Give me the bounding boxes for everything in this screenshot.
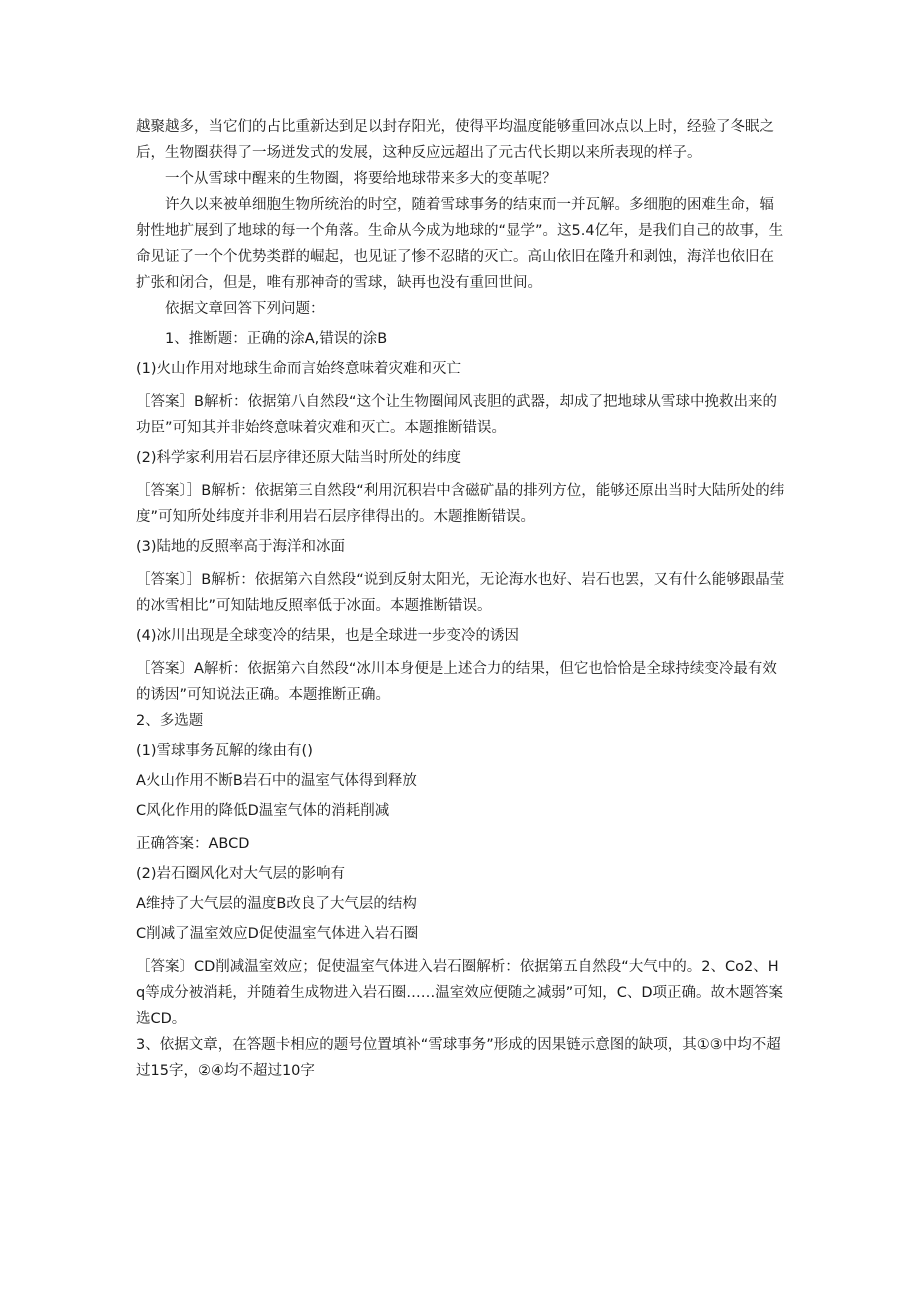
section2-q2-options-cd: C削减了温室效应D促使温室气体进入岩石圈 bbox=[136, 926, 419, 942]
section1-question-4: (4)冰川出现是全球变冷的结果，也是全球进一步变冷的诱因 bbox=[136, 628, 520, 644]
document-page bbox=[136, 114, 786, 1084]
section1-question-3: (3)陆地的反照率高于海洋和冰面 bbox=[136, 539, 346, 555]
section1-question-2: (2)科学家利用岩石层序律还原大陆当时所处的纬度 bbox=[136, 450, 462, 466]
section3-title: 3、依据文章，在答题卡相应的题号位置填补“雪球事务”形成的因果链示意图的缺项，其①③中均不超过15字，②④均不超过10字 bbox=[136, 1037, 781, 1079]
article-paragraph-2: 一个从雪球中醒来的生物圈，将要给地球带来多大的变革呢？ bbox=[165, 171, 557, 187]
section1-answer-1: ［答案］B解析：依据第八自然段“这个让生物圈闻风丧胆的武器，却成了把地球从雪球中挽救出来的功臣”可知其并非始终意味着灾难和灭亡。本题推断错误。 bbox=[136, 394, 777, 436]
section2-q2-answer: ［答案〕CD削减温室效应；促使温室气体进入岩石圈解析：依据第五自然段“大气中的。2、Co2、Hq等成分被消耗，并随着生成物进入岩石圈……温室效应便随之减弱”可知，C、D项正确。故木题答案选CD。 bbox=[136, 959, 784, 1027]
section2-question-2: (2)岩石圈风化对大气层的影响有 bbox=[136, 866, 346, 882]
section1-answer-4: ［答案〕A解析：依据第六自然段“冰川本身便是上述合力的结果，但它也恰恰是全球持续变冷最有效的诱因”可知说法正确。本题推断正确。 bbox=[136, 661, 777, 703]
section2-q1-answer: 正确答案：ABCD bbox=[136, 836, 250, 852]
section2-q1-options-ab: A火山作用不断B岩石中的温室气体得到释放 bbox=[136, 773, 417, 789]
article-paragraph-3: 许久以来被单细胞生物所统治的时空，随着雪球事务的结束而一并瓦解。多细胞的困难生命，辐射性地扩展到了地球的每一个角落。生命从今成为地球的“显学”。这5.4亿年，是我们自己的故事，生命见证了一个个优势类群的崛起，也见证了惨不忍睹的灭亡。高山依旧在隆升和剥蚀，海洋也依旧在扩张和闭合，但是，唯有那神奇的雪球，缺再也没有重回世间。 bbox=[136, 197, 784, 291]
section1-title: 1、推断题：正确的涂A,错误的涂B bbox=[165, 331, 388, 347]
section2-q1-options-cd: C风化作用的降低D温室气体的消耗削减 bbox=[136, 803, 390, 819]
section2-q2-options-ab: A维持了大气层的温度B改良了大气层的结构 bbox=[136, 896, 417, 912]
questions-intro: 依据文章回答下列问题： bbox=[165, 301, 325, 317]
section1-answer-2: ［答案〕］B解析：依据第三自然段“利用沉积岩中含磁矿晶的排列方位，能够还原出当时大陆所处的纬度”可知所处纬度并非利用岩石层序律得出的。木题推断错误。 bbox=[136, 483, 785, 525]
section2-question-1: (1)雪球事务瓦解的缘由有() bbox=[136, 743, 313, 759]
section1-question-1: (1)火山作用对地球生命而言始终意味着灾难和灭亡 bbox=[136, 361, 462, 377]
section2-title: 2、多选题 bbox=[136, 713, 204, 729]
section1-answer-3: ［答案〕］B解析：依据第六自然段“说到反射太阳光，无论海水也好、岩石也罢，又有什么能够跟晶莹的冰雪相比”可知陆地反照率低于冰面。本题推断错误。 bbox=[136, 572, 785, 614]
article-paragraph-1: 越聚越多，当它们的占比重新达到足以封存阳光，使得平均温度能够重回冰点以上时，经验了冬眠之后，生物圈获得了一场迸发式的发展，这种反应远超出了元古代长期以来所表现的样子。 bbox=[136, 119, 774, 161]
